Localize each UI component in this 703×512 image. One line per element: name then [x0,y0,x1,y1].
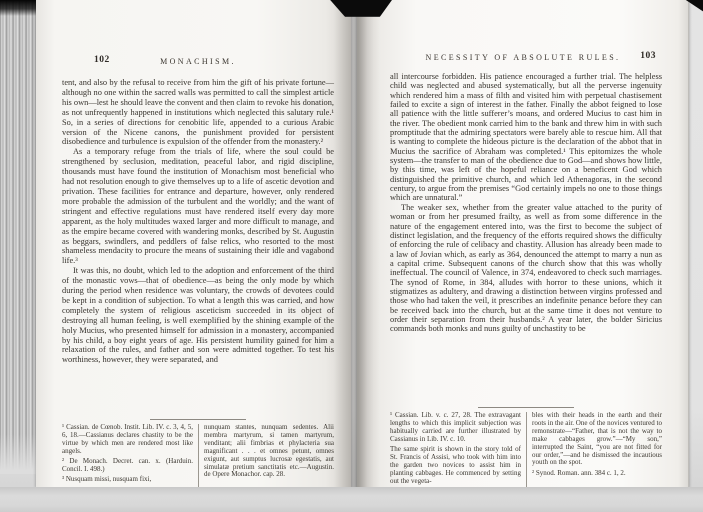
right-footnote-column-2 [526,412,662,488]
right-page-body [390,72,662,334]
footnote: nunquam stantes, nunquam sedentes. Alii membra martyrum, si tamen martyrum, venditant; alii fimbrias et phylacteria sua magnificant . . . et omnes petunt, omnes exigunt, aut sumptus lucrosæ egestatis, aut simulatæ pretium sanctitatis etc.—Augustin. de Opere Monachor. cap. 28. [204,423,334,479]
body-paragraph: It was this, no doubt, which led to the adoption and enforcement of the third of the monastic vows—that of obedience—as being the only mode by which during the period when residence was voluntary, the crowds of devotees could be kept in a condition of subjection. To what a length this was carried, and how completely the system of religious asceticism succeeded in its object of destroying all human feeling, is well exemplified by the shining example of the holy Mucius, who presented himself for admission in a monastery, accompanied by his child, a boy eight years of age. His persistent humility gained for him a relaxation of the rules, and father and son were admitted together. To test his worthiness, however, they were separated, and [62,266,334,365]
footnote: bles with their heads in the earth and their roots in the air. One of the novices ventured to remonstrate—“Father, that is not the way to make cabbages grow.”—“My son,” interrupted the Saint, “you are not fitted for our order,”—and he dismissed the incautious youth on the spot. [532,411,662,467]
left-page-number: 102 [94,55,110,65]
page-fore-edge-texture [0,0,37,474]
right-footnote-column-1 [390,412,526,488]
left-page-footnotes [62,419,334,487]
right-running-head: NECESSITY OF ABSOLUTE RULES. [425,53,621,62]
body-paragraph: tent, and also by the refusal to receive from him the gift of his private fortune—although no one within the sacred walls was permitted to call the simplest article his own—lest he should leave the convent and then claim to revoke his donation, as not unfrequently happened in institutions which neglected this salutary rule.¹ So, in a series of directions for cenobitic life, appended to a curious Arabic version of the Nicene canons, the punishment provided for persistent disobedience and turbulence is expulsion of the offender from the monastery.² [62,78,334,147]
footnote-columns [390,412,662,488]
left-page [36,0,351,487]
footnote-separator-rule [478,407,574,408]
body-paragraph: all intercourse forbidden. His patience encouraged a further trial. The helpless child was neglected and abused systematically, but all the perverse ingenuity which rendered him a mass of filth and visited him with perpetual chastisement failed to excite a sign of interest in the father. Finally the abbot feigned to lose all patience with the little sufferer’s moans, and ordered Mucius to cast him in the river. The obedient monk carried him to the bank and threw him in with such promptitude that the admiring spectators were barely able to rescue him. All that is wanting to complete the hideous picture is the declaration of the abbot that in Mucius the sacrifice of Abraham was completed.¹ This epitomizes the whole system—the transfer to man of the obedience due to God—and shows how little, by this time, was left of the hopeful reliance on a beneficent God which distinguished the primitive church, and which led Athenagoras, in the second century, to argue from the premises “God certainly impels no one to those things which are unnatural.” [390,72,662,203]
left-footnote-column-1 [62,424,198,487]
footnote-separator-rule [150,419,246,420]
scanner-background [0,487,703,512]
left-running-head: MONACHISM. [160,57,236,66]
footnote: The same spirit is shown in the story told of St. Francis of Assisi, who took with him into the garden two novices to assist him in planting cabbages. He commenced by setting out the vegeta- [390,445,521,485]
left-page-body [62,78,334,365]
footnote: ² Synod. Roman. ann. 384 c. 1, 2. [532,468,626,477]
body-paragraph: The weaker sex, whether from the greater value attached to the purity of woman or from her presumed frailty, as well as from some difference in the nature of the engagement entered into, was the first to become the subject of distinct legislation, and the frequency of the efforts required shows the difficulty of enforcing the rule of celibacy and chastity. Allusion has already been made to a law of Jovian which, as early as 364, denounced the attempt to marry a nun as a capital crime. Subsequent canons of the church show that this was wholly ineffectual. The council of Valence, in 374, endeavored to check such marriages. The synod of Rome, in 384, alludes with horror to these unions, which it stigmatizes as adultery, and drawing a distinction between virgins professed and those who had taken the veil, it prescribes an indefinite penance before they can be received back into the church, but at the same time it does not venture to order their separation from their husbands.² A year later, the bolder Siricius commands both monks and nuns guilty of unchastity to be [390,202,662,334]
footnote: ³ Nusquam missi, nusquam fixi, [62,475,152,484]
right-page-footnotes [390,407,662,488]
left-footnote-column-2 [198,424,334,487]
footnote: ² De Monach. Decret. can. x. (Harduin. Concil. I. 498.) [62,457,193,474]
body-paragraph: As a temporary refuge from the trials of life, where the soul could be strengthened by seclusion, meditation, peaceful labor, and rigid discipline, thousands must have found the institution of Monachism most beneficial who had not resolution enough to give themselves up to a life of ascetic devotion and privation. These facilities for entrance and departure, however, only rendered more probable the admission of the turbulent and the worldly; and the want of stringent and effective regulations must have rendered itself every day more apparent, as the holy multitudes waxed larger and more difficult to manage, and as the empire became covered with wandering monks, described by St. Augustin as beggars, swindlers, and peddlers of false relics, who resorted to the most shameless mendacity to procure the means of sustaining their idle and vagabond life.³ [62,147,334,266]
right-page-number: 103 [640,51,656,61]
right-page [357,0,689,487]
footnote-columns [62,424,334,487]
footnote: ¹ Cassian. de Cœnob. Instit. Lib. IV. c. 3, 4, 5, 6, 18.—Cassianus declares chastity to be the virtue by which men are rendered most like angels. [62,423,193,455]
footnote: ¹ Cassian. Lib. v. c. 27, 28. The extravagant lengths to which this implicit subjection was habitually carried are further illustrated by Cassianus in Lib. IV. c. 10. [390,411,521,443]
